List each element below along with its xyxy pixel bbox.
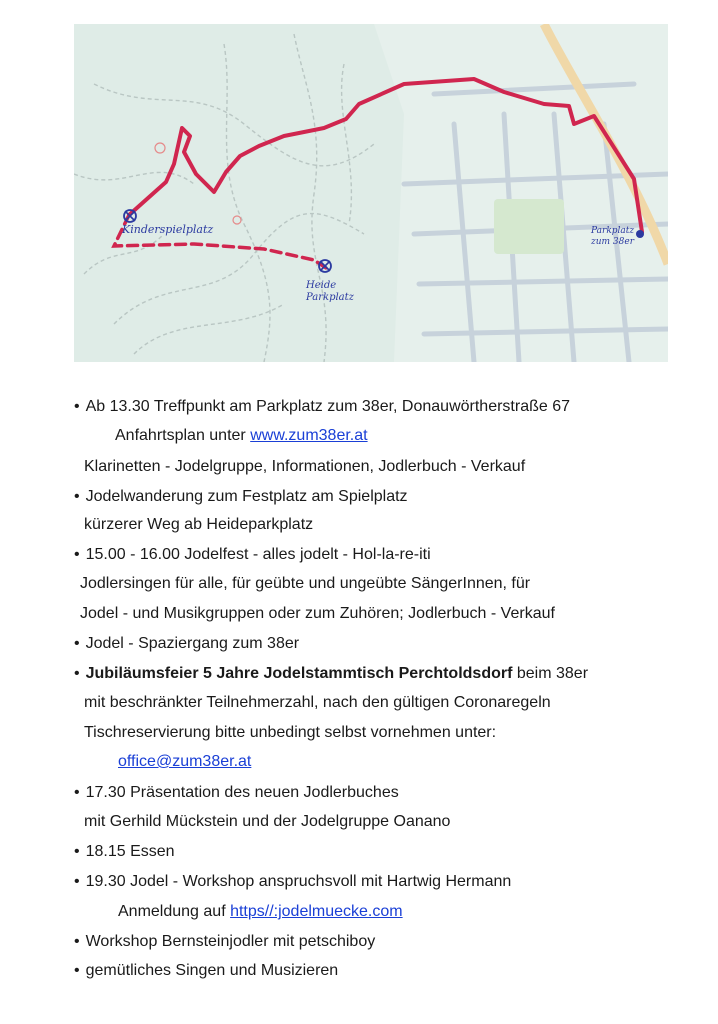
list-item <box>84 515 313 535</box>
label-heide: Heide <box>306 280 337 291</box>
list-item <box>74 932 375 952</box>
list-item <box>115 426 368 446</box>
label-parkplatz-38er-line2: zum 38er <box>591 237 635 247</box>
item-text: beim 38er <box>512 665 589 682</box>
list-item <box>74 487 408 507</box>
bullet: • <box>74 962 80 979</box>
list-item <box>74 783 399 803</box>
list-item <box>74 664 588 684</box>
list-item <box>84 723 496 743</box>
item-text: Workshop Bernsteinjodler mit petschiboy <box>85 933 376 950</box>
item-text: mit Gerhild Mückstein und der Jodelgruppe Oanano <box>84 813 451 830</box>
list-item <box>74 545 431 565</box>
bullet: • <box>74 398 80 415</box>
item-text: 19.30 Jodel - Workshop anspruchsvoll mit Hartwig Hermann <box>85 873 512 890</box>
item-text: Tischreservierung bitte unbedingt selbst vornehmen unter: <box>84 724 497 741</box>
website-link[interactable]: www.zum38er.at <box>250 427 368 444</box>
list-item <box>74 842 175 862</box>
list-item <box>118 902 403 922</box>
bullet: • <box>74 635 80 652</box>
email-link[interactable]: office@zum38er.at <box>118 753 252 770</box>
item-text: 15.00 - 16.00 Jodelfest - alles jodelt - Hol-la-re-iti <box>85 546 431 563</box>
list-item <box>84 693 551 713</box>
bullet: • <box>74 933 80 950</box>
bullet: • <box>74 665 80 682</box>
bullet: • <box>74 546 80 563</box>
bullet: • <box>74 843 80 860</box>
label-kinderspielplatz: Kinderspielplatz <box>122 223 214 236</box>
bullet: • <box>74 784 80 801</box>
item-text: Jodel - und Musikgruppen oder zum Zuhören; Jodlerbuch - Verkauf <box>80 605 555 622</box>
list-item <box>74 634 299 654</box>
item-text: mit beschränkter Teilnehmerzahl, nach den gültigen Coronaregeln <box>84 694 551 711</box>
item-text: Jodelwanderung zum Festplatz am Spielplatz <box>85 488 408 505</box>
list-item <box>74 397 570 417</box>
list-item <box>80 574 530 594</box>
label-parkplatz: Parkplatz <box>306 292 354 303</box>
label-parkplatz-38er-line1: Parkplatz <box>591 226 635 236</box>
list-item <box>80 604 555 624</box>
item-text: kürzerer Weg ab Heideparkplatz <box>84 516 314 533</box>
item-text: gemütliches Singen und Musizieren <box>85 962 339 979</box>
list-item <box>118 752 251 772</box>
item-text: Klarinetten - Jodelgruppe, Informationen, Jodlerbuch - Verkauf <box>84 458 526 475</box>
item-text: 17.30 Präsentation des neuen Jodlerbuches <box>85 784 399 801</box>
list-item <box>84 457 525 477</box>
item-text: Jodel - Spaziergang zum 38er <box>85 635 300 652</box>
bullet: • <box>74 488 80 505</box>
list-item <box>74 872 511 892</box>
workshop-link[interactable]: https//:jodelmuecke.com <box>230 903 403 920</box>
list-item <box>74 961 338 981</box>
item-text-bold: Jubiläumsfeier 5 Jahre Jodelstammtisch Perchtoldsdorf <box>85 665 513 682</box>
item-text: 18.15 Essen <box>85 843 175 860</box>
item-text: Anmeldung auf <box>118 903 231 920</box>
bullet: • <box>74 873 80 890</box>
list-item <box>84 812 450 832</box>
item-text: Jodlersingen für alle, für geübte und ungeübte SängerInnen, für <box>80 575 531 592</box>
item-text: Ab 13.30 Treffpunkt am Parkplatz zum 38er, Donauwörtherstraße 67 <box>85 398 571 415</box>
item-text: Anfahrtsplan unter <box>115 427 251 444</box>
